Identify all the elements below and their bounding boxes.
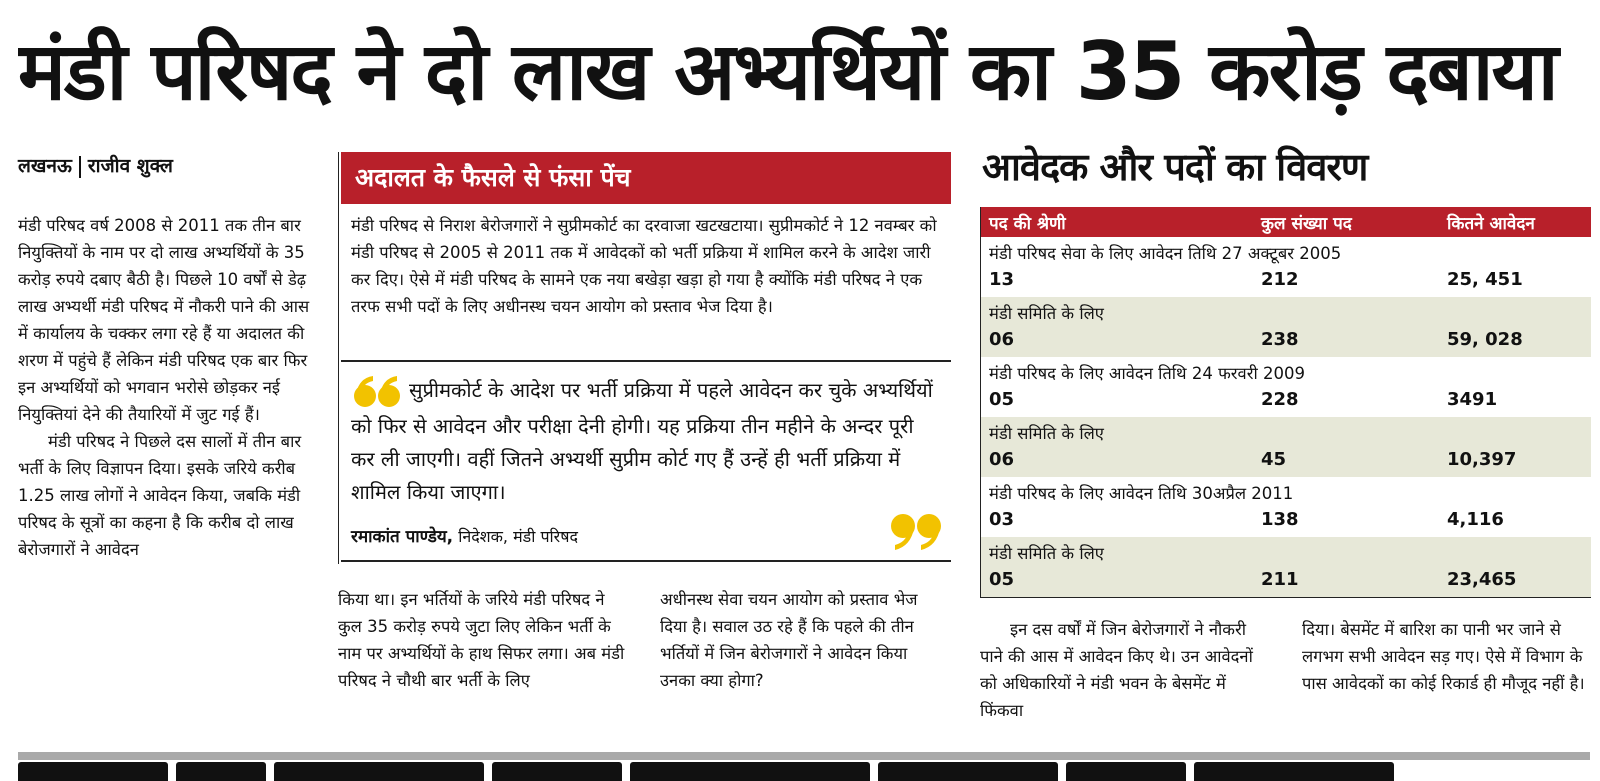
cropped-glyphs	[630, 762, 870, 781]
table-row	[981, 477, 1591, 537]
table-header-cell: पद की श्रेणी	[989, 214, 1066, 234]
article-column-1	[18, 212, 310, 563]
byline	[18, 152, 173, 178]
cropped-glyphs	[1066, 762, 1186, 781]
table-row	[981, 357, 1591, 417]
divider	[341, 360, 951, 362]
table-title: आवेदक और पदों का विवरण	[982, 145, 1368, 189]
byline-place: लखनऊ	[18, 155, 72, 177]
table-row	[981, 537, 1591, 597]
table-cell: 238	[1261, 329, 1299, 350]
table-cell: 59, 028	[1447, 329, 1523, 350]
byline-separator	[79, 156, 81, 178]
article-paragraph: अधीनस्थ सेवा चयन आयोग को प्रस्ताव भेज दिया है। सवाल उठ रहे हैं कि पहले की तीन भर्तियों में जिन बेरोजगारों ने आवेदन किया उनका क्या होगा?	[660, 590, 918, 690]
cropped-glyphs	[274, 762, 484, 781]
cropped-glyphs	[1194, 762, 1394, 781]
cropped-glyphs	[492, 762, 622, 781]
table-cell: 228	[1261, 389, 1299, 410]
article-column-5	[1302, 616, 1592, 697]
cropped-glyphs	[878, 762, 1058, 781]
pull-quote-text: सुप्रीमकोर्ट के आदेश पर भर्ती प्रक्रिया में पहले आवेदन कर चुके अभ्यर्थियों को फिर से आवेदन और परीक्षा देनी होगी। यह प्रक्रिया तीन महीने के अन्दर पूरी कर ली जाएगी। वहीं जितने अभ्यर्थी सुप्रीम कोर्ट गए हैं उन्हें ही भर्ती प्रक्रिया में शामिल किया जाएगा।	[351, 378, 933, 504]
table-cell: 06	[989, 449, 1015, 470]
divider	[341, 560, 951, 562]
quote-author-role: निदेशक, मंडी परिषद	[458, 527, 578, 546]
table-cell: 13	[989, 269, 1015, 290]
table-cell: 10,397	[1447, 449, 1517, 470]
quote-author-name: रमाकांत पाण्डेय,	[351, 527, 454, 547]
table-row-label: मंडी समिति के लिए	[989, 544, 1104, 563]
table-row	[981, 237, 1591, 297]
table-cell: 45	[1261, 449, 1287, 470]
table-row	[981, 417, 1591, 477]
table-cell: 212	[1261, 269, 1299, 290]
page-divider	[18, 752, 1590, 760]
table-cell: 3491	[1447, 389, 1498, 410]
headline: मंडी परिषद ने दो लाख अभ्यर्थियों का 35 करोड़ दबाया	[18, 25, 1557, 118]
data-table	[980, 207, 1591, 598]
table-header-cell: कुल संख्या पद	[1261, 214, 1352, 234]
article-paragraph: दिया। बेसमेंट में बारिश का पानी भर जाने से लगभग सभी आवेदन सड़ गए। ऐसे में विभाग के पास आवेदकों का कोई रिकार्ड ही मौजूद नहीं है।	[1302, 620, 1585, 693]
article-paragraph: मंडी परिषद ने पिछले दस सालों में तीन बार भर्ती के लिए विज्ञापन दिया। इसके जरिये करीब 1.25 लाख लोगों ने आवेदन किया, जबकि मंडी परिषद के सूत्रों का कहना है कि करीब दो लाख बेरोजगारों ने आवेदन	[18, 432, 302, 559]
cropped-glyphs	[176, 762, 266, 781]
table-header-cell: कितने आवेदन	[1447, 214, 1535, 234]
open-quote-icon	[351, 374, 403, 410]
table-cell: 05	[989, 569, 1015, 590]
article-paragraph: मंडी परिषद वर्ष 2008 से 2011 तक तीन बार नियुक्तियों के नाम पर दो लाख अभ्यर्थियों के 35 करोड़ रुपये दबाए बैठी है। पिछले 10 वर्षों से डेढ़ लाख अभ्यर्थी मंडी परिषद में नौकरी पाने की आस में कार्यालय के चक्कर लगा रहे हैं या अदालत की शरण में पहुंचे हैं लेकिन मंडी परिषद एक बार फिर इन अभ्यर्थियों को भगवान भरोसे छोड़कर नई नियुक्तियां देने की तैयारियों में जुट गई हैं।	[18, 216, 310, 424]
sidebar-box-text: मंडी परिषद से निराश बेरोजगारों ने सुप्रीमकोर्ट का दरवाजा खटखटाया। सुप्रीमकोर्ट ने 12 नवम्बर को मंडी परिषद से 2005 से 2011 तक में आवेदकों को भर्ती प्रक्रिया में शामिल करने के आदेश जारी कर दिए। ऐसे में मंडी परिषद के सामने एक नया बखेड़ा खड़ा हो गया है क्योंकि मंडी परिषद ने एक तरफ सभी पदों के लिए अधीनस्थ चयन आयोग को प्रस्ताव भेज दिया है।	[351, 216, 937, 316]
table-cell: 25, 451	[1447, 269, 1523, 290]
sidebar-box	[338, 152, 951, 564]
article-column-3	[660, 586, 945, 694]
table-row	[981, 297, 1591, 357]
table-row-label: मंडी परिषद के लिए आवेदन तिथि 30अप्रैल 2011	[989, 484, 1294, 503]
table-cell: 138	[1261, 509, 1299, 530]
article-column-2	[338, 586, 628, 694]
close-quote-icon	[887, 512, 943, 552]
byline-author: राजीव शुक्ल	[87, 155, 173, 177]
table-cell: 4,116	[1447, 509, 1504, 530]
sidebar-box-heading: अदालत के फैसले से फंसा पेंच	[341, 152, 951, 204]
article-column-4	[980, 616, 1270, 724]
table-row-label: मंडी परिषद के लिए आवेदन तिथि 24 फरवरी 2009	[989, 364, 1305, 383]
table-row-label: मंडी परिषद सेवा के लिए आवेदन तिथि 27 अक्टूबर 2005	[989, 244, 1342, 263]
table-cell: 23,465	[1447, 569, 1517, 590]
table-cell: 03	[989, 509, 1015, 530]
table-cell: 06	[989, 329, 1015, 350]
pull-quote	[351, 374, 941, 509]
table-row-label: मंडी समिति के लिए	[989, 424, 1104, 443]
table-header	[981, 207, 1591, 237]
article-paragraph: इन दस वर्षों में जिन बेरोजगारों ने नौकरी पाने की आस में आवेदन किए थे। उन आवेदनों को अधिकारियों ने मंडी भवन के बेसमेंट में फिंकवा	[980, 620, 1253, 720]
article-paragraph: किया था। इन भर्तियों के जरिये मंडी परिषद ने कुल 35 करोड़ रुपये जुटा लिए लेकिन भर्ती के नाम पर अभ्यर्थियों के हाथ सिफर लगा। अब मंडी परिषद ने चौथी बार भर्ती के लिए	[338, 590, 625, 690]
table-row-label: मंडी समिति के लिए	[989, 304, 1104, 323]
next-headline-cropped	[18, 762, 1590, 781]
quote-attribution	[351, 524, 578, 547]
table-cell: 211	[1261, 569, 1299, 590]
cropped-glyphs	[18, 762, 168, 781]
table-cell: 05	[989, 389, 1015, 410]
